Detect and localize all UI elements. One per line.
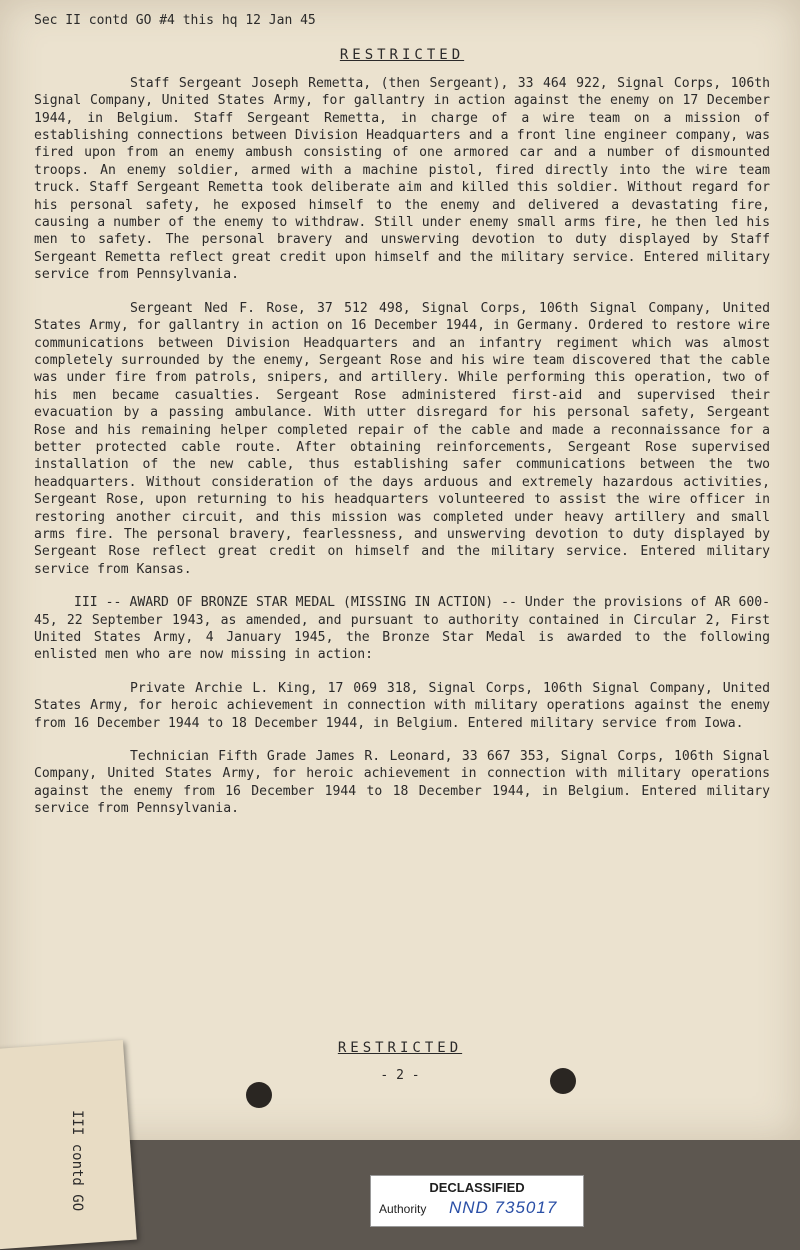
paragraph-king-text: Private Archie L. King, 17 069 318, Signal Corps, 106th Signal Company, United States Army, for heroic achievement in connection with military operations against the enemy from 16 December 1944 to 18 December 1944, in Belgium. Entered military service from Iowa. [34, 680, 770, 731]
punch-hole-right [550, 1068, 576, 1094]
punch-hole-left [246, 1082, 272, 1108]
paragraph-leonard-text: Technician Fifth Grade James R. Leonard, 33 667 353, Signal Corps, 106th Signal Company, United States Army, for heroic achievement in connection with military operations against the enemy from 16 December 1944 to 18 December 1944, in Belgium. Entered military service from Pennsylvania. [34, 749, 770, 817]
page-number: - 2 - [380, 1068, 420, 1083]
stamp-authority-value: NND 735017 [449, 1198, 558, 1217]
stamp-title: DECLASSIFIED [429, 1180, 525, 1195]
paragraph-section-iii-text: III -- AWARD OF BRONZE STAR MEDAL (MISSING IN ACTION) -- Under the provisions of AR 600-45, 22 September 1943, as amended, and pursuant to authority contained in Circular 2, First United States Army, 4 January 1945, the Bronze Star Medal is awarded to the following enlisted men who are now missing in action: [34, 595, 770, 663]
header-line: Sec II contd GO #4 this hq 12 Jan 45 [34, 13, 316, 28]
paragraph-leonard [34, 748, 770, 818]
document-body [34, 12, 770, 834]
declassified-stamp [370, 1175, 584, 1227]
paragraph-remetta-text: Staff Sergeant Joseph Remetta, (then Sergeant), 33 464 922, Signal Corps, 106th Signal Company, United States Army, for gallantry in action against the enemy on 17 December 1944, in Belgium. Staff Sergeant Remetta, in charge of a wire team on a mission of establishing connections between Division Headquarters and a front line engineer company, was fired upon from an enemy ambush consisting of one armored car and a number of dismounted troops. An enemy soldier, armed with a machine pistol, fired directly into the wire team truck. Staff Sergeant Remetta took deliberate aim and killed this soldier. Without regard for his personal safety, he exposed himself to the enemy and delivered a devastating fire, causing a number of the enemy to withdraw. Still under enemy small arms fire, he then led his men to safety. The personal bravery and unswerving devotion to duty displayed by Staff Sergeant Remetta reflect great credit upon himself and the military service. Entered military service from Pennsylvania. [34, 75, 770, 283]
paragraph-remetta [34, 75, 770, 284]
tag-text: III contd GO [69, 1110, 85, 1212]
restricted-heading-top: RESTRICTED [339, 47, 465, 64]
restricted-heading-bottom: RESTRICTED [337, 1040, 463, 1056]
paragraph-rose-text: Sergeant Ned F. Rose, 37 512 498, Signal Corps, 106th Signal Company, United States Army, for gallantry in action on 16 December 1944, in Germany. Ordered to restore wire communications between Division Headquarters and an infantry regiment which was almost completely surrounded by the enemy, Sergeant Rose and his wire team discovered that the cable was under fire from patrols, snipers, and artillery. While performing this operation, two of his men became casualties. Sergeant Rose administered first-aid and supervised their evacuation by a passing ambulance. With utter disregard for his personal safety, Sergeant Rose and his remaining helper completed repair of the cable and made a reconnaissance for a better protected cable route. After obtaining reinforcements, Sergeant Rose supervised installation of the new cable, thus establishing safer communications between the two headquarters. Without consideration of the days arduous and extremely hazardous activities, Sergeant Rose, upon returning to his headquarters volunteered to assist the wire officer in restoring another circuit, and this mission was completed under heavy artillery and small arms fire. The personal bravery, fearlessness, and unswerving devotion to duty displayed by Sergeant Rose reflect great credit on himself and the military service. Entered military service from Kansas. [34, 300, 770, 577]
stamp-authority-label: Authority [379, 1202, 427, 1216]
paragraph-section-iii [34, 594, 770, 664]
paragraph-king [34, 680, 770, 732]
paragraph-rose [34, 300, 770, 579]
